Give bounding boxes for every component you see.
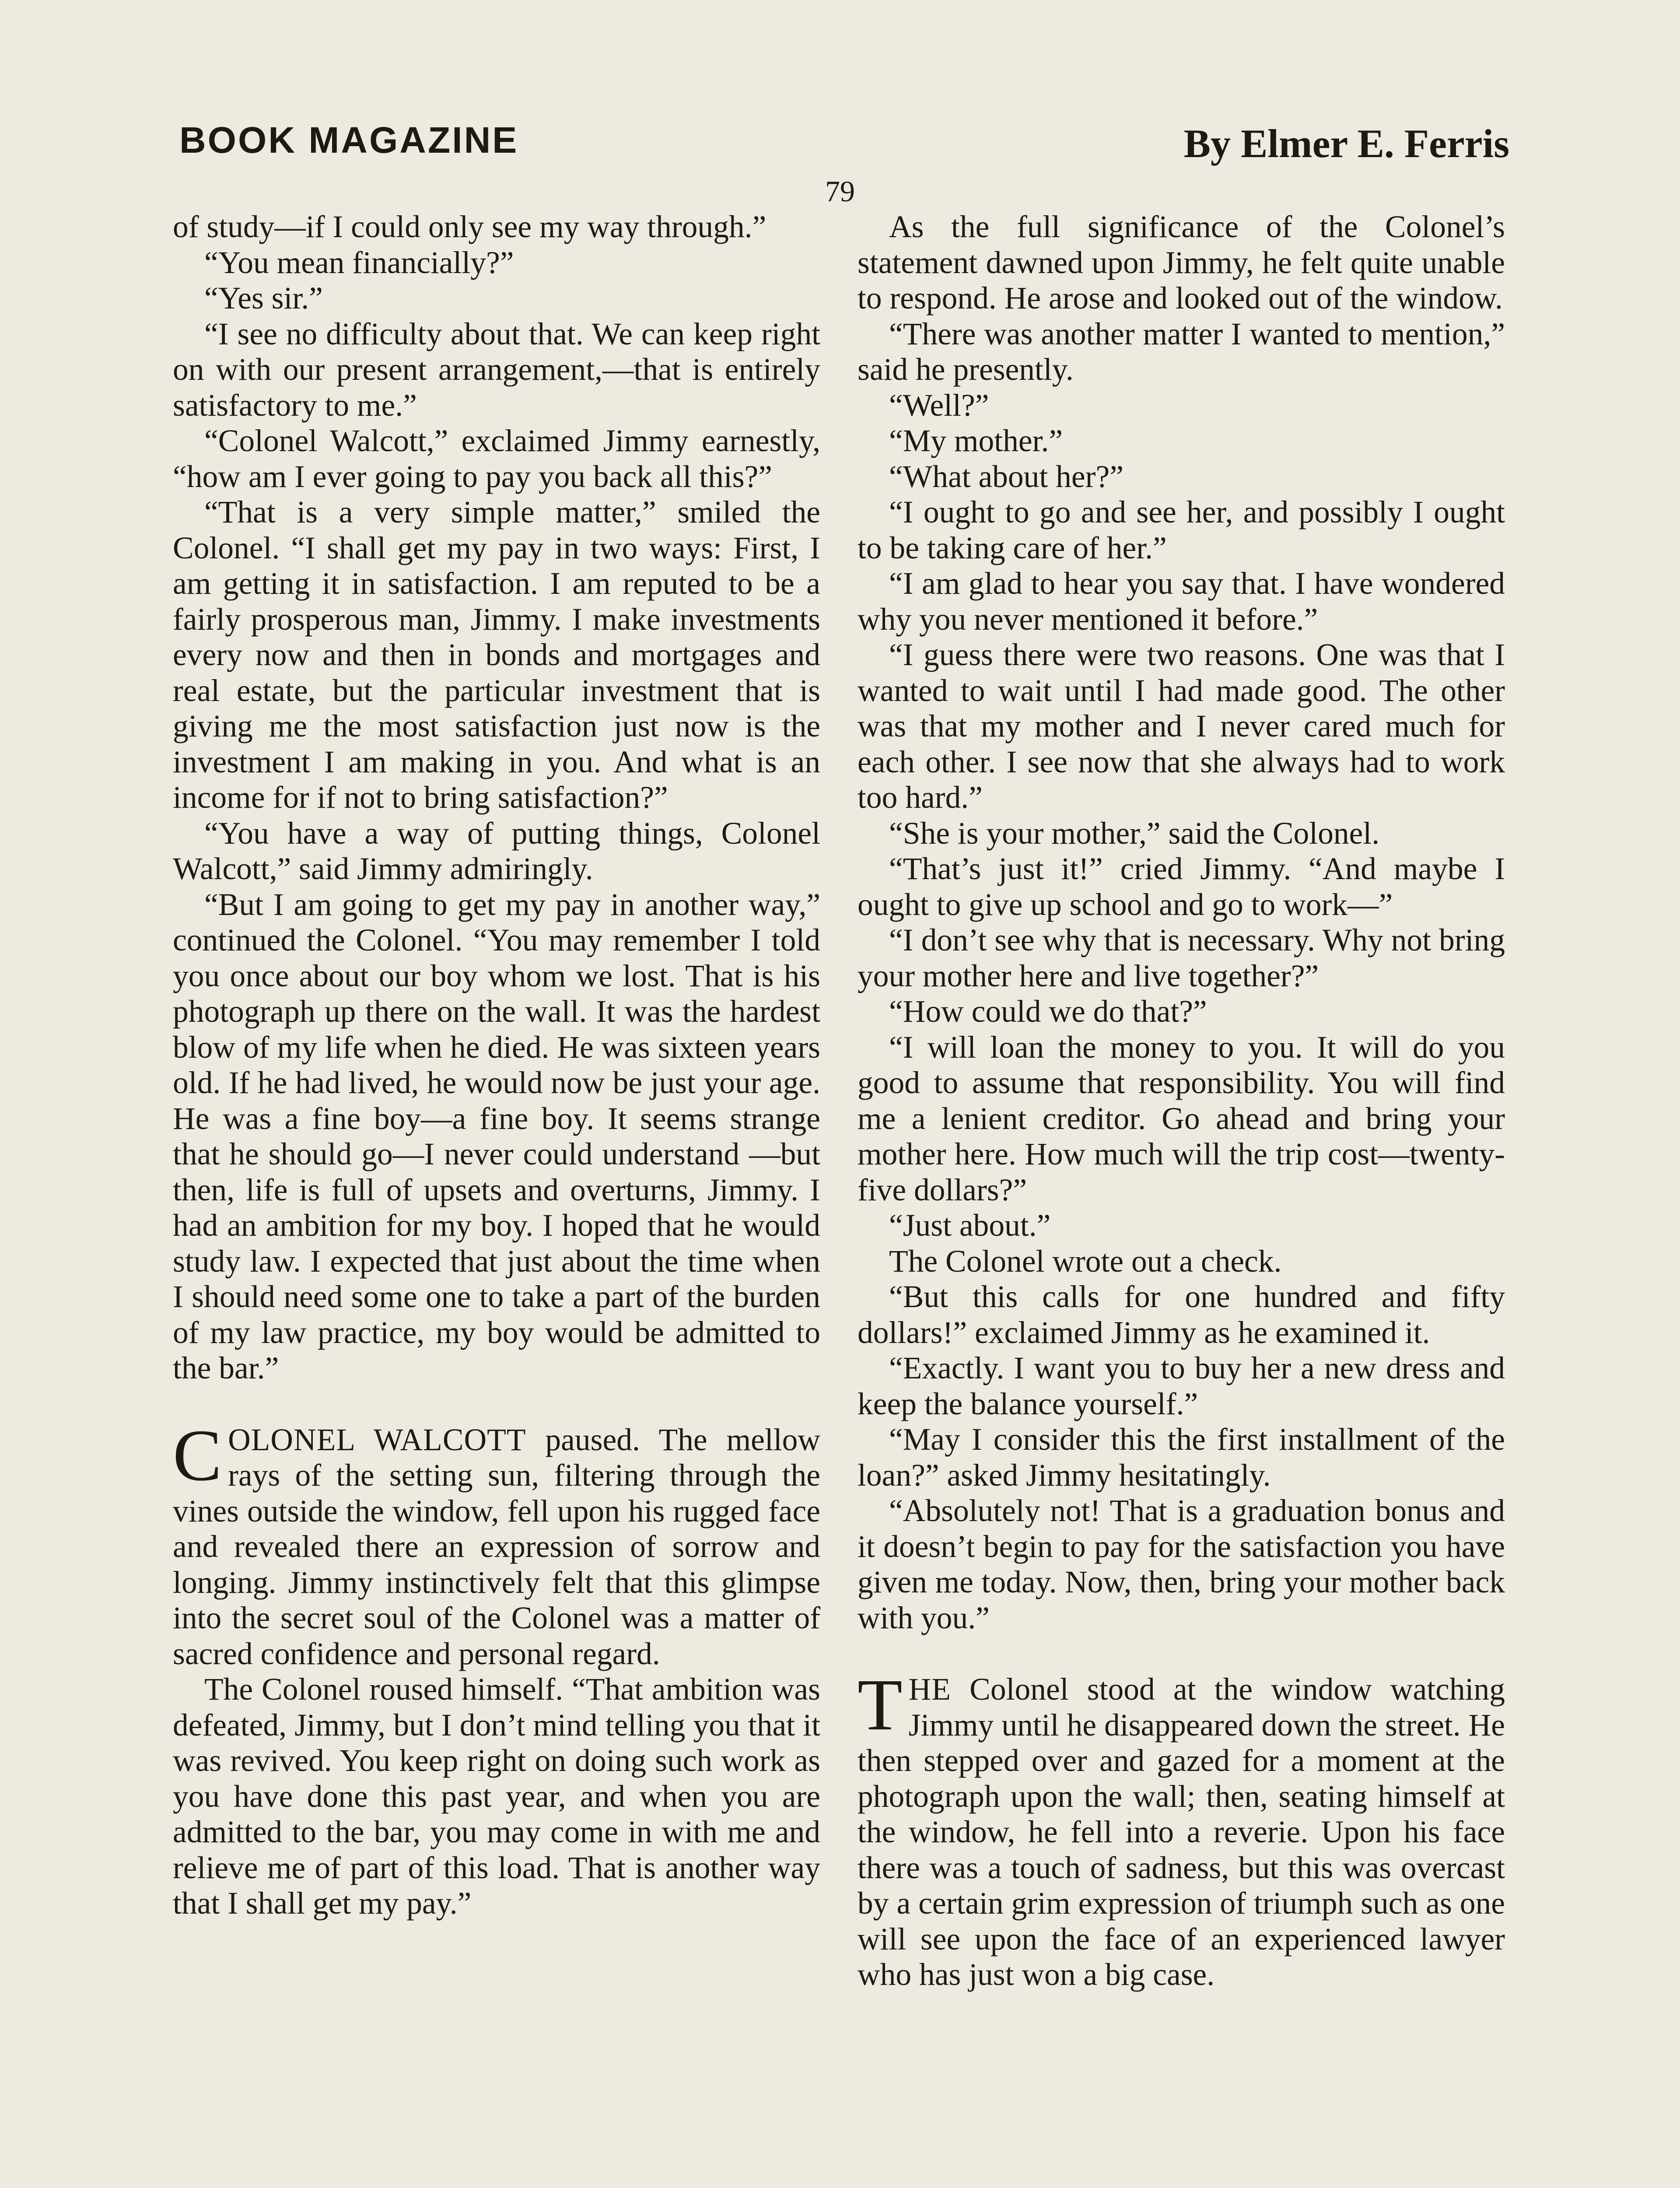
paragraph: “That’s just it!” cried Jimmy. “And maybe I ought to give up school and go to work—”	[858, 852, 1505, 922]
paragraph: “I don’t see why that is necessary. Why not bring your mother here and live together?”	[858, 923, 1505, 993]
drop-cap: T	[858, 1664, 903, 1746]
lead-in: HE	[908, 1672, 951, 1707]
paragraph: “You mean financially?”	[204, 245, 514, 280]
paragraph: “I ought to go and see her, and possibly I ought to be taking care of her.”	[858, 495, 1505, 565]
section-paragraph	[858, 1664, 1505, 1993]
paragraph: The Colonel wrote out a check.	[889, 1244, 1282, 1279]
paragraph: “I am glad to hear you say that. I have wondered why you never mentioned it before.”	[858, 566, 1505, 637]
lead-in: OLONEL WALCOTT	[228, 1422, 526, 1457]
paragraph: “What about her?”	[889, 459, 1124, 494]
paragraph: “I will loan the money to you. It will do you good to assume that responsibility. You will find me a lenient creditor. Go ahead and bring your mother here. How much will the trip cost—twenty-five dollars?”	[858, 1030, 1505, 1207]
paragraph: “There was another matter I wanted to mention,” said he presently.	[858, 316, 1505, 387]
paragraph: “Well?”	[889, 388, 989, 423]
paragraph: “Just about.”	[889, 1208, 1051, 1243]
paragraph: “That is a very simple matter,” smiled the Colonel. “I shall get my pay in two ways: First, I am getting it in satisfaction. I am reputed to be a fairly prosperous man, Jimmy. I make investments every now and then in bonds and mortgages and real estate, but the particular investment that is giving me the most satisfaction just now is the investment I am making in you. And what is an income for if not to bring satisfaction?”	[173, 495, 820, 815]
right-column	[858, 209, 1505, 1993]
paragraph: “My mother.”	[889, 424, 1063, 458]
paragraph: “I guess there were two reasons. One was that I wanted to wait until I had made good. The other was that my mother and I never cared much for each other. I see now that she always had to work too hard.”	[858, 638, 1505, 815]
running-head-author: By Elmer E. Ferris	[1183, 121, 1509, 166]
paragraph: “May I consider this the first installment of the loan?” asked Jimmy hesitatingly.	[858, 1422, 1505, 1493]
paragraph: “Yes sir.”	[204, 281, 323, 316]
paragraph: “Absolutely not! That is a graduation bonus and it doesn’t begin to pay for the satisfaction you have given me today. Now, then, bring your mother back with you.”	[858, 1494, 1505, 1635]
paragraph: “You have a way of putting things, Colonel Walcott,” said Jimmy admiringly.	[173, 816, 820, 886]
paragraph: “Exactly. I want you to buy her a new dress and keep the balance yourself.”	[858, 1351, 1505, 1421]
running-head-title: BOOK MAGAZINE	[179, 119, 519, 161]
paragraph: “But this calls for one hundred and fifty dollars!” exclaimed Jimmy as he examined it.	[858, 1280, 1505, 1350]
drop-cap: C	[173, 1414, 222, 1496]
paragraph: “But I am going to get my pay in another way,” continued the Colonel. “You may remember I told you once about our boy whom we lost. That is his photograph up there on the wall. It was the hardest blow of my life when he died. He was sixteen years old. If he had lived, he would now be just your age. He was a fine boy—a fine boy. It seems strange that he should go—I never could understand —but then, life is full of upsets and overturns, Jimmy. I had an ambition for my boy. I hoped that he would study law. I expected that just about the time when I should need some one to take a part of the burden of my law practice, my boy would be admitted to the bar.”	[173, 887, 820, 1385]
left-column	[173, 209, 820, 1922]
paragraph-text: Colonel stood at the window watching Jimmy until he disappeared down the street. He then stepped over and gazed for a moment at the photograph upon the wall; then, seating himself at the window, he fell into a reverie. Upon his face there was a touch of sadness, but this was overcast by a certain grim expression of triumph such as one will see upon the face of an experienced lawyer who has just won a big case.	[858, 1672, 1505, 1992]
paragraph: “I see no difficulty about that. We can keep right on with our present arrangement,—that is entirely satisfactory to me.”	[173, 316, 820, 423]
paragraph: The Colonel roused himself. “That ambition was defeated, Jimmy, but I don’t mind telling you that it was revived. You keep right on doing such work as you have done this past year, and when you are admitted to the bar, you may come in with me and relieve me of part of this load. That is another way that I shall get my pay.”	[173, 1672, 820, 1921]
paragraph: “How could we do that?”	[889, 994, 1207, 1029]
page-number: 79	[825, 175, 855, 208]
paragraph: “Colonel Walcott,” exclaimed Jimmy earnestly, “how am I ever going to pay you back all this?”	[173, 424, 820, 494]
paragraph-text: paused. The mellow rays of the setting sun, filtering through the vines outside the window, fell upon his rugged face and revealed there an expression of sorrow and longing. Jimmy instinctively felt that this glimpse into the secret soul of the Colonel was a matter of sacred confidence and personal regard.	[173, 1422, 820, 1671]
paragraph: of study—if I could only see my way through.”	[173, 210, 766, 244]
paragraph: “She is your mother,” said the Colonel.	[889, 816, 1380, 851]
paragraph: As the full significance of the Colonel’s statement dawned upon Jimmy, he felt quite unable to respond. He arose and looked out of the window.	[858, 210, 1505, 316]
section-paragraph	[173, 1414, 820, 1672]
